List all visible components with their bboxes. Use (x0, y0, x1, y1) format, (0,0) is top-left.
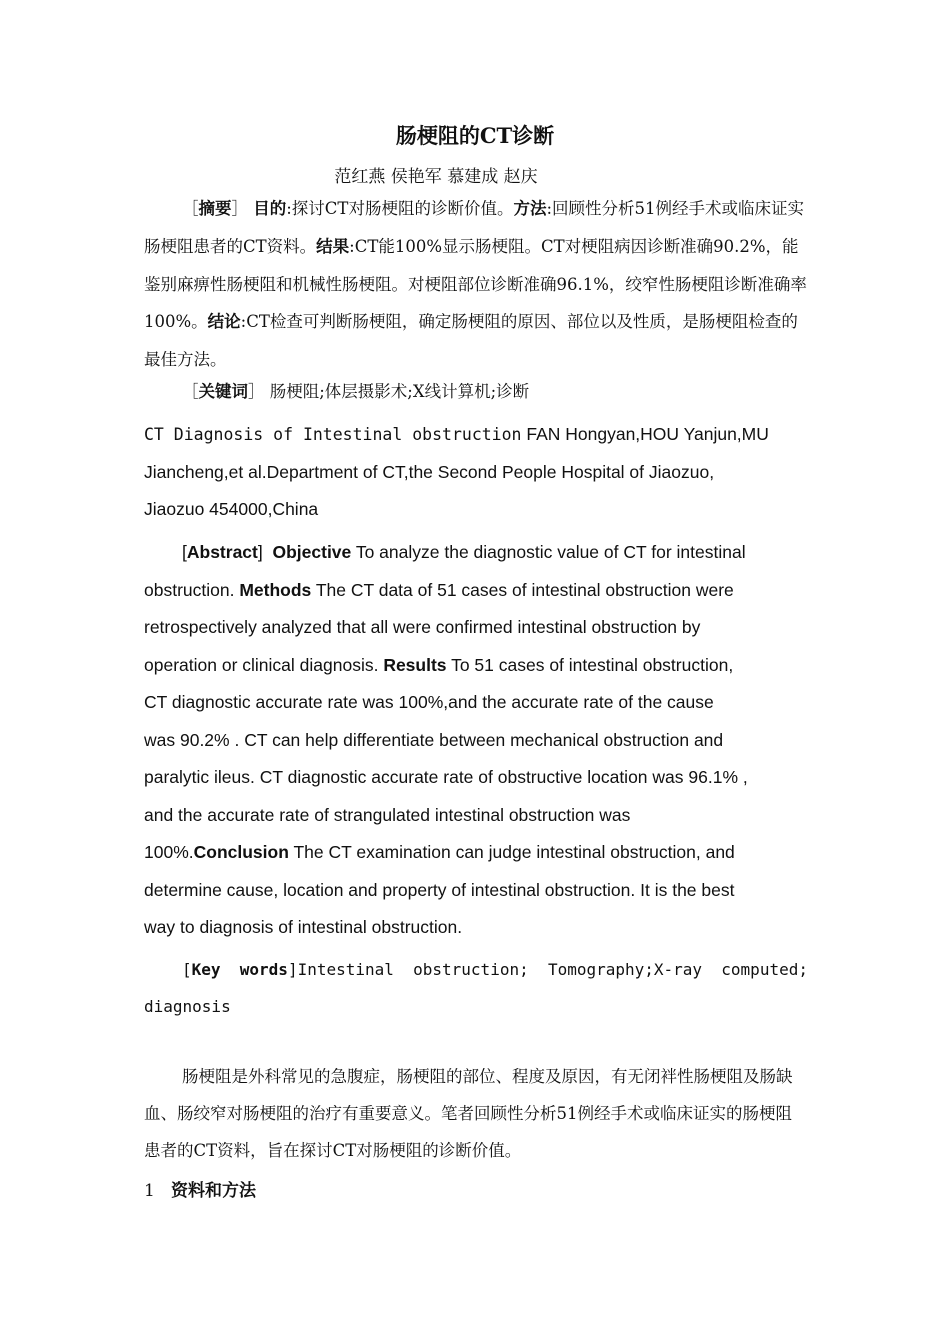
en-abstract-bracket-close: ] (257, 542, 263, 562)
en-abstract-line9a: 100%. (144, 842, 194, 862)
cn-abstract-bracket-close: ］ (231, 199, 248, 218)
en-conclusion-label: Conclusion (193, 842, 289, 862)
en-abstract-line9b: The CT examination can judge intestinal obstruction, and (288, 842, 735, 862)
en-abstract-line2b: The CT data of 51 cases of intestinal obstruction were (311, 579, 734, 600)
en-keywords-label-2: words (239, 960, 288, 979)
cn-results-label: 结果 (316, 238, 350, 256)
cn-keywords (144, 373, 808, 411)
en-abstract-line4b: To 51 cases of intestinal obstruction, (446, 654, 734, 675)
en-abstract-line7: paralytic ileus. CT diagnostic accurate rate of obstructive location was 96.1% , (144, 767, 748, 787)
en-keyword-4: computed; (721, 960, 808, 979)
cn-conclusion-label: 结论 (207, 313, 241, 331)
en-abstract (144, 534, 808, 947)
cn-results-text: :CT能100%显示肠梗阻。CT对梗阻病因诊断准确90.2%，能鉴别麻痹性肠梗阻和机械性肠梗阻。对梗阻部位诊断准确96.1%，绞窄性肠梗阻诊断准确率100%。 (144, 237, 807, 331)
en-abstract-line5: CT diagnostic accurate rate was 100%,and the accurate rate of the cause (144, 692, 714, 712)
en-objective-label: Objective (272, 542, 352, 562)
cn-methods-text: :回顾性分析51例经手术或临床证实肠梗阻患者的CT资料。 (144, 199, 805, 256)
cn-objective-label: 目的 (253, 200, 287, 218)
en-methods-label: Methods (239, 579, 312, 600)
en-results-label: Results (383, 654, 447, 675)
en-keywords (144, 951, 808, 1025)
en-abstract-line3: retrospectively analyzed that all were confirmed intestinal obstruction by (144, 617, 701, 637)
en-keywords-line2: diagnosis (144, 997, 231, 1016)
cn-objective-text: :探讨CT对肠梗阻的诊断价值。 (286, 199, 514, 218)
en-keywords-bracket-open: [ (182, 960, 192, 979)
en-keyword-3: Tomography;X-ray (547, 960, 703, 979)
cn-conclusion-text: :CT检查可判断肠梗阻，确定肠梗阻的原因、部位以及性质，是肠梗阻检查的最佳方法。 (144, 312, 798, 369)
cn-abstract-label: 摘要 (198, 200, 232, 218)
en-abstract-label: Abstract (186, 542, 258, 562)
cn-abstract (144, 190, 808, 378)
en-abstract-line6: was 90.2% . CT can help differentiate between mechanical obstruction and (144, 729, 724, 750)
en-abstract-bracket-open: [ (182, 542, 187, 562)
cn-keywords-bracket-open: ［ (182, 382, 199, 401)
en-affiliation: Jiancheng,et al.Department of CT,the Second People Hospital of Jiaozuo, (144, 461, 715, 482)
en-keyword-1: Intestinal (297, 960, 394, 979)
en-keyword-2: obstruction; (413, 960, 529, 979)
en-abstract-line11: way to diagnosis of intestinal obstruction. (144, 917, 463, 937)
en-address: Jiaozuo 454000,China (144, 499, 319, 519)
author-list: 范红燕 侯艳军 慕建成 赵庆 (334, 167, 538, 187)
en-abstract-line8: and the accurate rate of strangulated intestinal obstruction was (144, 804, 631, 825)
en-paper-title: CT Diagnosis of Intestinal obstruction (144, 425, 522, 444)
intro-paragraph: 肠梗阻是外科常见的急腹症，肠梗阻的部位、程度及原因，有无闭袢性肠梗阻及肠缺血、肠绞窄对肠梗阻的治疗有重要意义。笔者回顾性分析51例经手术或临床证实的肠梗阻患者的CT资料，旨在探讨CT对肠梗阻的诊断价值。 (144, 1067, 793, 1160)
cn-abstract-bracket-open: ［ (182, 199, 199, 218)
cn-keywords-text: 肠梗阻;体层摄影术;X线计算机;诊断 (264, 382, 530, 401)
en-abstract-line4a: operation or clinical diagnosis. (144, 654, 384, 675)
section-heading (144, 1176, 808, 1201)
paper-title: 肠梗阻的CT诊断 (395, 123, 555, 148)
en-authors: FAN Hongyan,HOU Yanjun,MU (521, 424, 769, 444)
en-title-affiliation (144, 416, 808, 529)
cn-keywords-label: 关键词 (198, 383, 248, 401)
en-objective-text: To analyze the diagnostic value of CT for intestinal (351, 542, 746, 562)
en-abstract-line10: determine cause, location and property of intestinal obstruction. It is the best (144, 879, 735, 900)
en-abstract-line2a: obstruction. (144, 579, 240, 600)
section-title: 资料和方法 (171, 1181, 257, 1200)
en-keywords-bracket-close: ] (287, 960, 298, 979)
en-keywords-label-1: Key (191, 960, 221, 979)
section-number: 1 (144, 1181, 155, 1201)
cn-keywords-bracket-close: ］ (248, 382, 265, 401)
cn-methods-label: 方法 (513, 200, 547, 218)
